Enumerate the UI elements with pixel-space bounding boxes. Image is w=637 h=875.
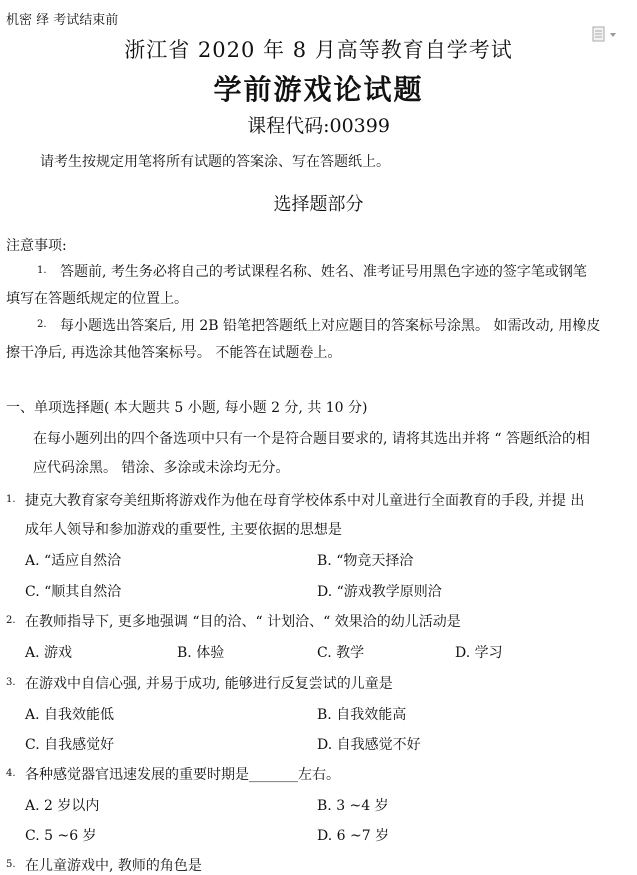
subject-title: 学前游戏论试题 bbox=[213, 73, 424, 106]
question-stem: 在教师指导下, 更多地强调 “目的洽、“ 计划洽、“ 效果洽的幼儿活动是 bbox=[25, 614, 461, 630]
option-b: B. 自我效能高 bbox=[317, 707, 407, 723]
option-b: B. 3 ~4 岁 bbox=[317, 798, 389, 814]
section-title: 选择题部分 bbox=[273, 194, 364, 215]
note-number: 2. bbox=[37, 319, 47, 330]
note-line: 答题前, 考生务必将自己的考试课程名称、姓名、准考证号用黑色字迹的签字笔或钢笔 bbox=[60, 264, 587, 280]
question-stem: 在游戏中自信心强, 并易于成功, 能够进行反复尝试的儿童是 bbox=[25, 676, 393, 692]
option-d: D. 学习 bbox=[455, 645, 503, 661]
option-d: D. “游戏教学原则洽 bbox=[317, 584, 442, 600]
confidential-label: 机密 绎 考试结束前 bbox=[6, 13, 119, 28]
note-line: 每小题选出答案后, 用 2B 铅笔把答题纸上对应题目的答案标号涂黑。 如需改动, 用橡皮 bbox=[60, 318, 601, 334]
option-d: D. 6 ~7 岁 bbox=[317, 828, 390, 844]
note-line: 填写在答题纸规定的位置上。 bbox=[6, 291, 188, 307]
option-c: C. 5 ~6 岁 bbox=[25, 828, 97, 844]
question-number: 4. bbox=[6, 768, 16, 779]
option-a: A. 自我效能低 bbox=[25, 707, 115, 723]
question-stem: 各种感觉器官迅速发展的重要时期是_______左右。 bbox=[25, 767, 340, 783]
exam-title: 浙江省 2020 年 8 月高等教育自学考试 bbox=[124, 38, 513, 62]
question-stem: 成年人领导和参加游戏的重要性, 主要依据的思想是 bbox=[25, 522, 342, 538]
option-d: D. 自我感觉不好 bbox=[317, 737, 421, 753]
answer-instruction: 请考生按规定用笔将所有试题的答案涂、写在答题纸上。 bbox=[40, 154, 390, 170]
option-b: B. “物竞天择洽 bbox=[317, 553, 414, 569]
option-c: C. 教学 bbox=[317, 645, 365, 661]
question-number: 3. bbox=[6, 677, 16, 688]
part-description: 在每小题列出的四个备选项中只有一个是符合题目要求的, 请将其选出并将 “ 答题纸洽的相 bbox=[33, 431, 590, 447]
course-code: 课程代码:00399 bbox=[247, 115, 390, 137]
option-c: C. 自我感觉好 bbox=[25, 737, 115, 753]
question-number: 2. bbox=[6, 615, 16, 626]
option-b: B. 体验 bbox=[177, 645, 225, 661]
note-line: 擦干净后, 再选涂其他答案标号。 不能答在试题卷上。 bbox=[6, 345, 342, 361]
notes-heading: 注意事项: bbox=[6, 238, 67, 254]
question-number: 1. bbox=[6, 494, 16, 505]
question-stem: 捷克大教育家夸美纽斯将游戏作为他在母育学校体系中对儿童进行全面教育的手段, 并提 出 bbox=[25, 493, 585, 509]
question-stem: 在儿童游戏中, 教师的角色是 bbox=[25, 858, 202, 874]
option-a: A. “适应自然洽 bbox=[25, 553, 122, 569]
note-number: 1. bbox=[37, 265, 47, 276]
part-description: 应代码涂黑。 错涂、多涂或未涂均无分。 bbox=[33, 460, 290, 476]
option-a: A. 2 岁以内 bbox=[25, 798, 100, 814]
option-a: A. 游戏 bbox=[25, 645, 73, 661]
question-number: 5. bbox=[6, 859, 16, 870]
part-heading: 一、单项选择题( 本大题共 5 小题, 每小题 2 分, 共 10 分) bbox=[6, 400, 368, 416]
option-c: C. “顺其自然洽 bbox=[25, 584, 122, 600]
